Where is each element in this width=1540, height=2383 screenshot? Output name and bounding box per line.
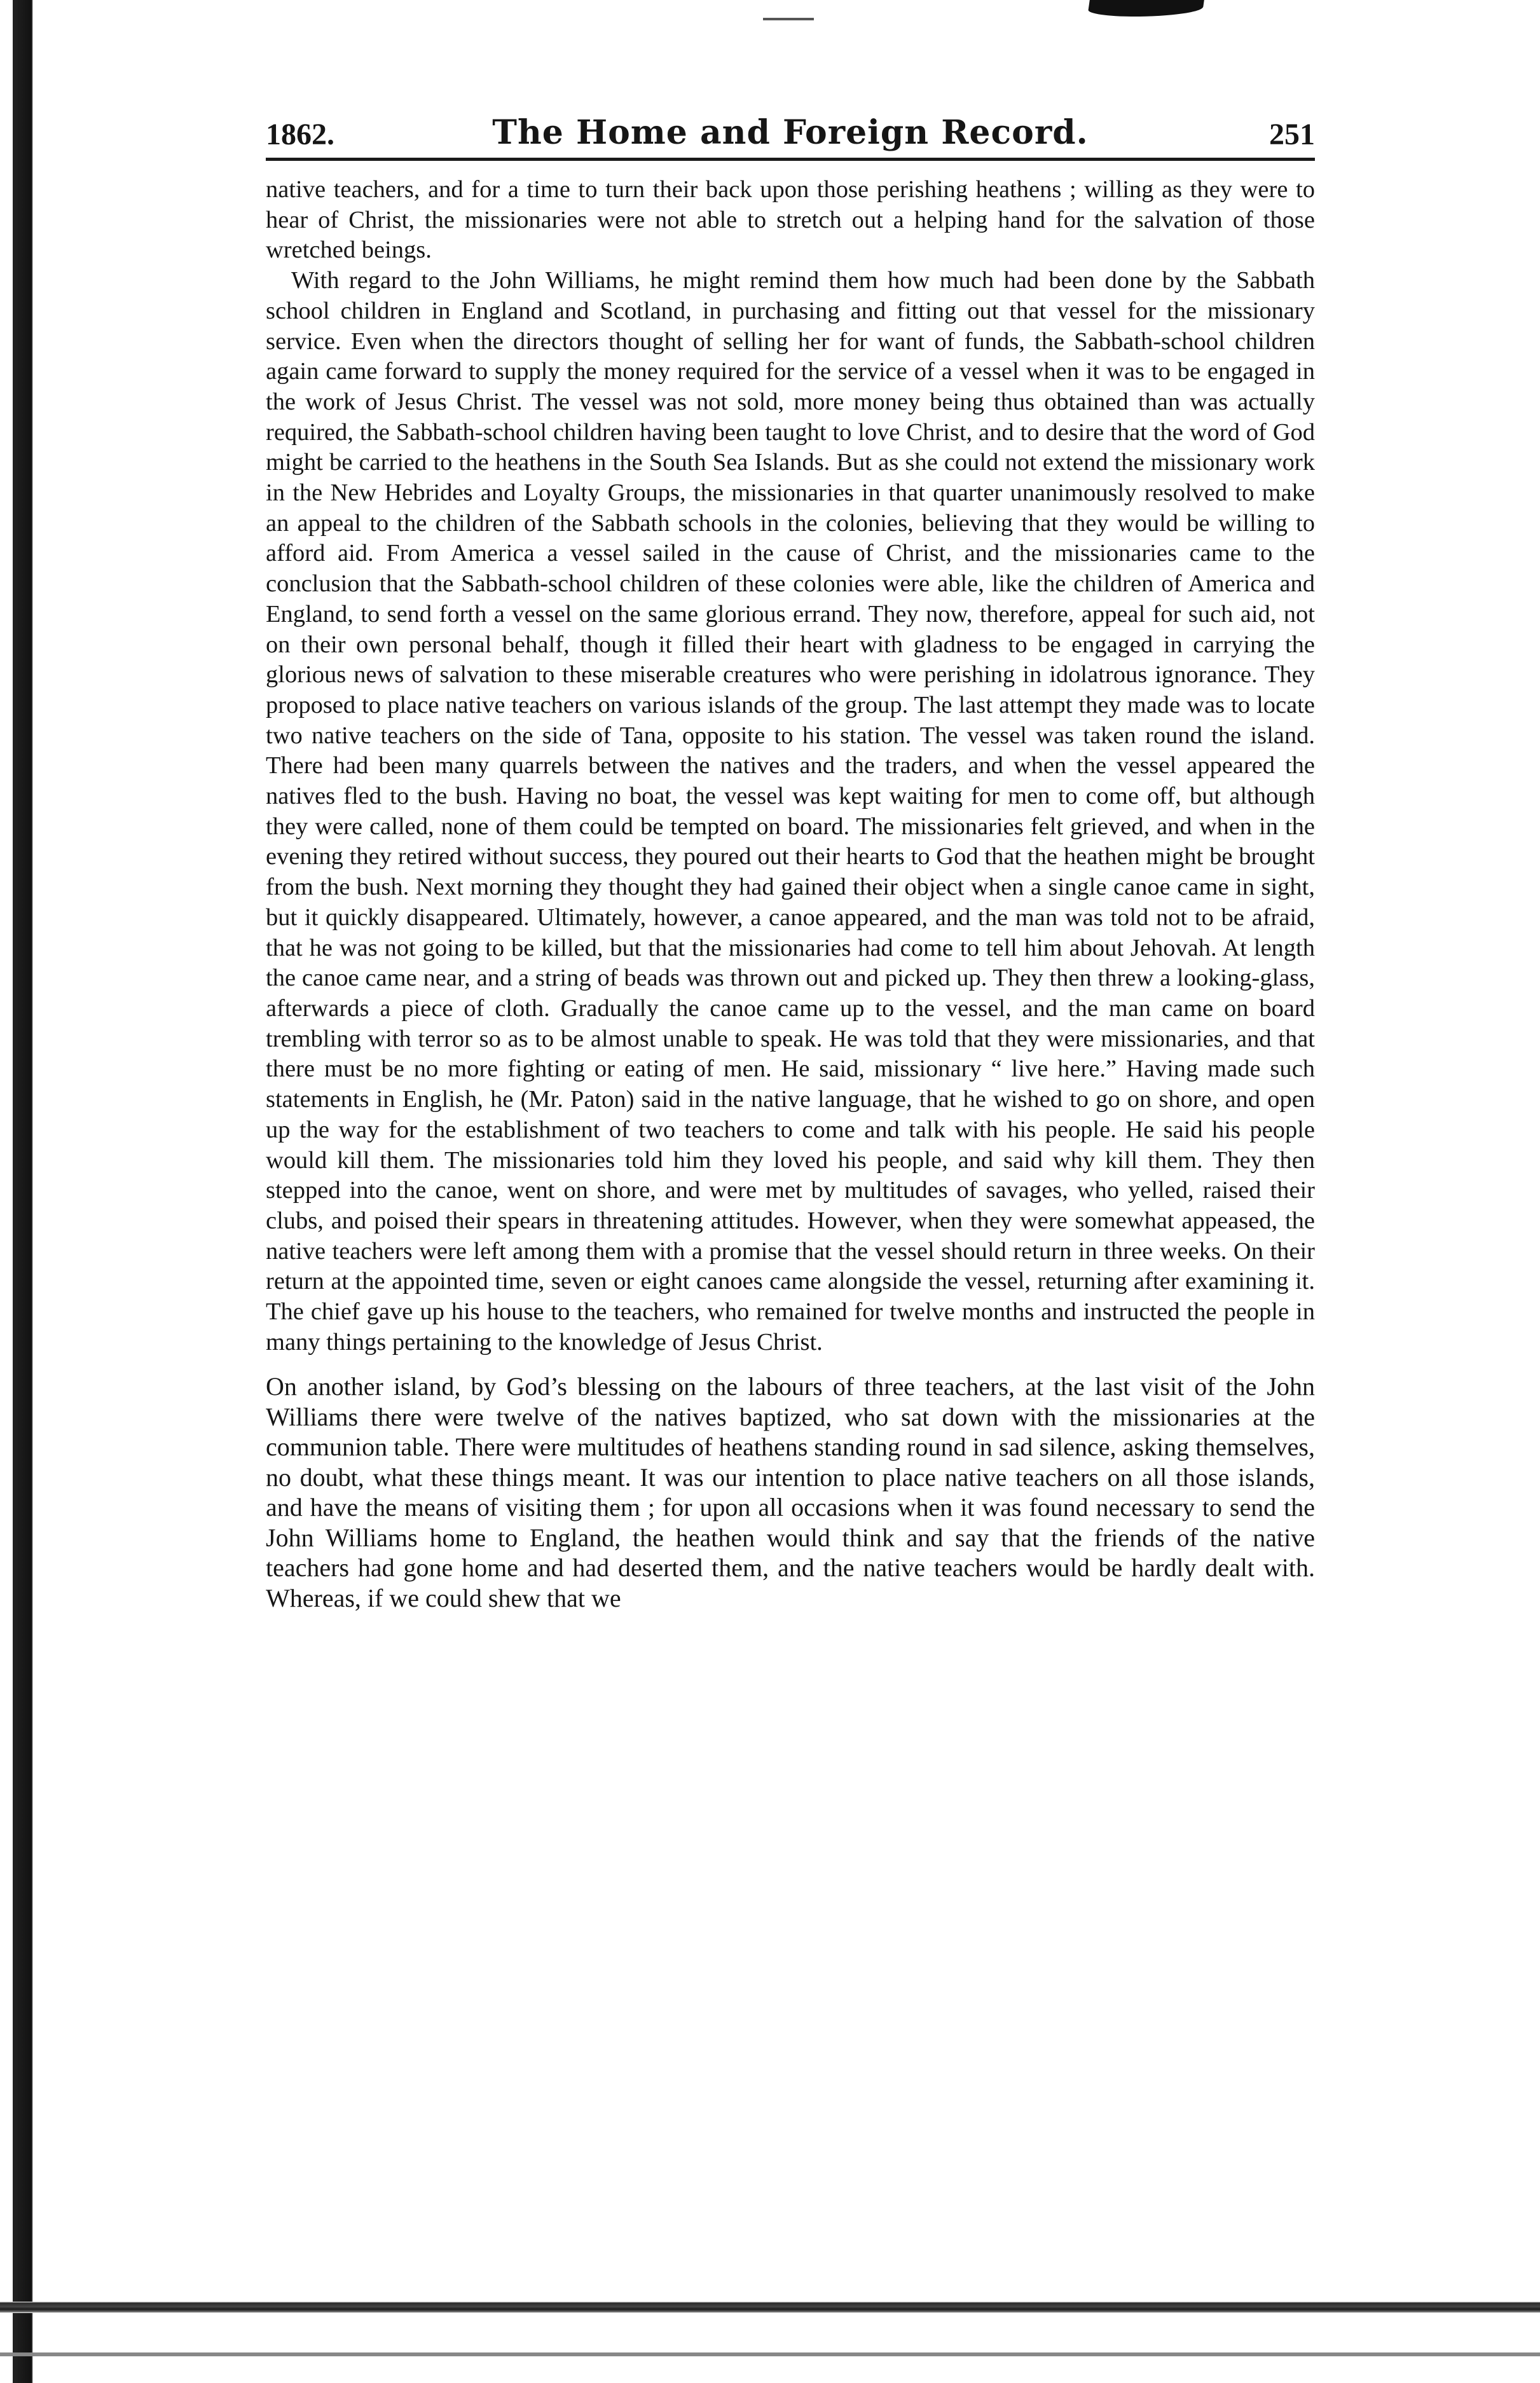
header-year: 1862. — [266, 118, 334, 151]
scan-ink-mark — [1087, 0, 1204, 17]
article-body — [266, 175, 1315, 1613]
scan-bottom-edge — [0, 2302, 1540, 2313]
running-header — [266, 113, 1315, 161]
paragraph-john-williams: With regard to the John Williams, he might remind them how much had been done by the Sabbath school children in England and Scotland, in purchasing and fitting out that vessel for the missionary service. Even when the directors thought of selling her for want of funds, the Sabbath-school children again came forward to supply the money required for the service of a vessel when it was to be engaged in the work of Jesus Christ. The vessel was not sold, more money being thus obtained than was actually required, the Sabbath-school children having been taught to love Christ, and to desire that the word of God might be carried to the heathens in the South Sea Islands. But as she could not extend the missionary work in the New Hebrides and Loyalty Groups, the missionaries in that quarter unanimously resolved to make an appeal to the children of the Sabbath schools in the colonies, believing that they would be willing to afford aid. From America a vessel sailed in the cause of Christ, and the missionaries came to the conclusion that the Sabbath-school children of these colonies were able, like the children of America and England, to send forth a vessel on the same glorious errand. They now, therefore, appeal for such aid, not on their own personal behalf, though it filled their heart with gladness to be engaged in carrying the glorious news of salvation to these miserable creatures who were perishing in idolatrous ignorance. They proposed to place native teachers on various islands of the group. The last attempt they made was to locate two native teachers on the side of Tana, opposite to his station. The vessel was taken round the island. There had been many quarrels between the natives and the traders, and when the vessel appeared the natives fled to the bush. Having no boat, the vessel was kept waiting for men to come off, but although they were called, none of them could be tempted on board. The missionaries felt grieved, and when in the evening they retired without success, they poured out their hearts to God that the heathen might be brought from the bush. Next morning they thought they had gained their object when a single canoe came in sight, but it quickly disappeared. Ultimately, however, a canoe appeared, and the man was told not to be afraid, that he was not going to be killed, but that the missionaries had come to tell him about Jehovah. At length the canoe came near, and a string of beads was thrown out and picked up. They then threw a looking-glass, afterwards a piece of cloth. Gradually the canoe came up to the vessel, and the man came on board trembling with terror so as to be almost unable to speak. He was told that they were missionaries, and that there must be no more fighting or eating of men. He said, missionary “ live here.” Having made such statements in English, he (Mr. Paton) said in the native language, that he wished to go on shore, and open up the way for the establishment of two teachers to come and talk with his people. He said his people would kill them. The missionaries told him they loved his people, and said why kill them. They then stepped into the canoe, went on shore, and were met by multitudes of savages, who yelled, raised their clubs, and poised their spears in threatening attitudes. However, when they were somewhat appeased, the native teachers were left among them with a promise that the vessel should return in three weeks. On their return at the appointed time, seven or eight canoes came alongside the vessel, returning after examining it. The chief gave up his house to the teachers, who remained for twelve months and instructed the people in many things pertaining to the knowledge of Jesus Christ. — [266, 267, 1315, 1356]
scan-bottom-line — [0, 2352, 1540, 2356]
paragraph-another-island: On another island, by God’s blessing on the labours of three teachers, at the last visit of the John Williams there were twelve of the natives baptized, who sat down with the missionaries at the communion table. There were multitudes of heathens standing round in sad silence, asking themselves, no doubt, what these things meant. It was our intention to place native teachers on all those islands, and have the means of visiting them ; for upon all occasions when it was found necessary to send the John Williams home to England, the heathen would think and say that the friends of the native teachers had gone home and had deserted them, and the native teachers would be hardly dealt with. Whereas, if we could shew that we — [266, 1372, 1315, 1612]
page-number: 251 — [1269, 118, 1315, 151]
journal-title: The Home and Foreign Record. — [492, 113, 1089, 152]
paragraph-continuation: native teachers, and for a time to turn their back upon those perishing heathens ; willing as they were to hear of Christ, the missionaries were not able to stretch out a helping hand for the salvation of those wretched beings. — [266, 176, 1315, 264]
document-page — [266, 113, 1315, 1613]
scan-binding-edge — [0, 0, 33, 2383]
scan-dash-mark — [763, 18, 814, 20]
